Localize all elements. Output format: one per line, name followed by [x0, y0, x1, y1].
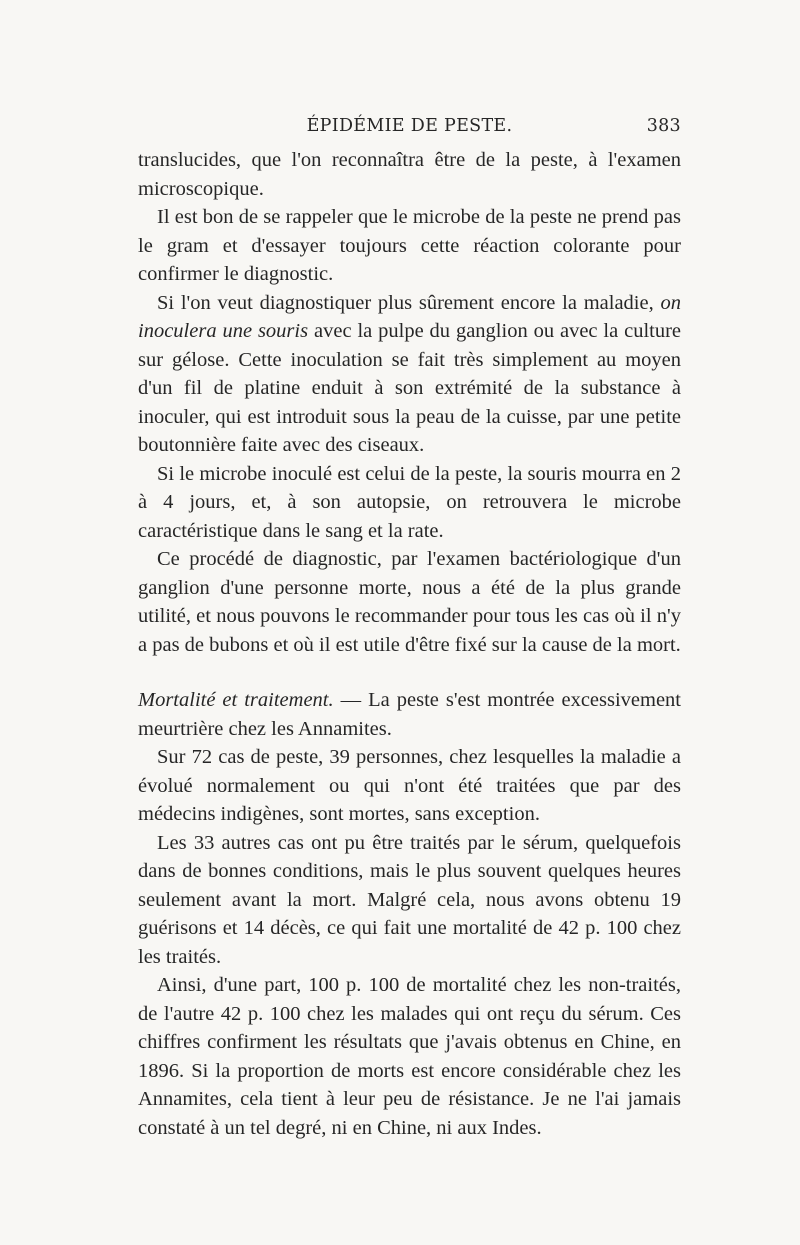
- section-lead-text: — La peste s'est montrée excessivement meurtrière chez les Annamites.: [138, 689, 682, 740]
- paragraph-diagnostic: Ce procédé de diagnostic, par l'examen bactériologique d'un ganglion d'une personne morte, nous a été de la plus grande utilité, et nous pouvons le recommander pour tous les cas où il n'y a pas de bubons et où il est utile d'être fixé sur la cause de la mort.: [138, 548, 681, 656]
- paragraph-souris: Si le microbe inoculé est celui de la peste, la souris mourra en 2 à 4 jours, et, à son autopsie, on retrouvera le microbe caractéristique dans le sang et la rate.: [138, 462, 681, 542]
- running-header: [138, 112, 681, 146]
- paragraph-gram: Il est bon de se rappeler que le microbe de la peste ne prend pas le gram et d'essayer toujours cette réaction colorante pour confirmer le diagnostic.: [138, 206, 681, 285]
- paragraph-conclusion: Ainsi, d'une part, 100 p. 100 de mortalité chez les non-traités, de l'autre 42 p. 100 chez les malades qui ont reçu du sérum. Ces chiffres confirment les résultats que j'avais obtenus en Chine, en 1896. Si la proportion de morts est encore considérable chez les Annamites, cela tient à leur peu de résistance. Je ne l'ai jamais constaté à un tel degré, ni en Chine, ni aux Indes.: [138, 974, 681, 1139]
- paragraph-statistics: Sur 72 cas de peste, 39 personnes, chez lesquelles la maladie a évolué normalement ou qui n'ont été traitées que par des médecins indigènes, sont mortes, sans exception.: [138, 746, 681, 825]
- paragraph-serum: Les 33 autres cas ont pu être traités par le sérum, quelquefois dans de bonnes conditions, mais le plus souvent quelques heures seulement avant la mort. Malgré cela, nous avons obtenu 19 guérisons et 14 décès, ce qui fait une mortalité de 42 p. 100 chez les traités.: [138, 831, 681, 968]
- paragraph-continuation: translucides, que l'on reconnaîtra être de la peste, à l'examen microscopique.: [138, 149, 681, 200]
- paragraph-mortalite: [138, 686, 681, 743]
- inoculation-rest: avec la pulpe du ganglion ou avec la culture sur gélose. Cette inoculation se fait très simplement au moyen d'un fil de platine enduit à son extrémité de la substance à inoculer, qui est introduit sous la peau de la cuisse, par une petite boutonnière faite avec des ciseaux.: [138, 320, 682, 456]
- inoculation-emphasis: on inoculera une souris: [138, 291, 681, 342]
- section-heading: Mortalité et traitement.: [138, 689, 334, 711]
- paragraph-inoculation: [138, 289, 681, 460]
- page-number: 383: [646, 116, 681, 136]
- page-body: [138, 146, 681, 1142]
- book-page: [138, 112, 681, 1142]
- inoculation-intro: Si l'on veut diagnostiquer plus sûrement encore la maladie,: [157, 291, 654, 314]
- running-title: ÉPIDÉMIE DE PESTE.: [306, 116, 513, 136]
